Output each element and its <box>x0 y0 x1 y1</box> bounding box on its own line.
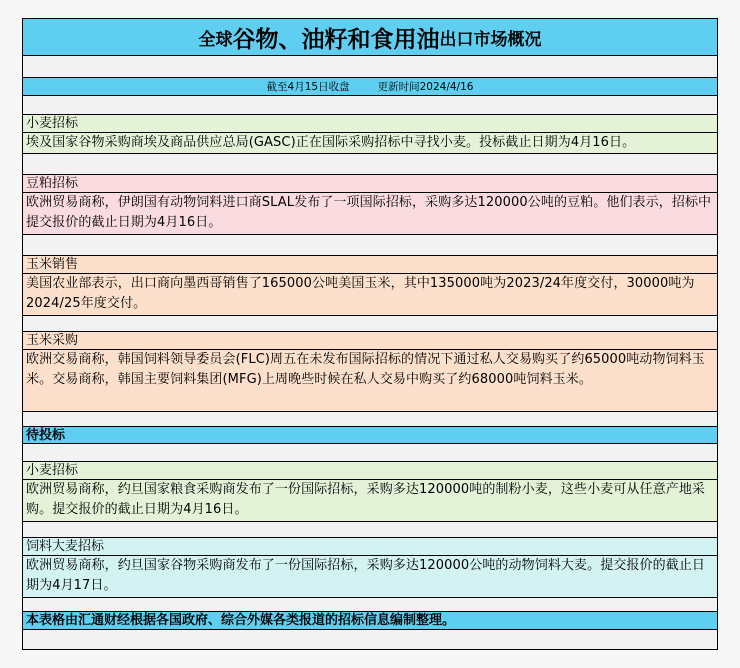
date-bar <box>23 77 717 96</box>
pending-barley-body: 欧洲贸易商称，约旦国家谷物采购商发布了一份国际招标，采购多达120000公吨的动物饲料大麦。提交报价的截止日期为4月17日。 <box>23 555 717 598</box>
title-main: 谷物、油籽和食用油 <box>232 25 440 53</box>
update-time: 更新时间2024/4/16 <box>377 81 474 93</box>
corn-purchase-body: 欧洲交易商称，韩国饲料领导委员会(FLC)周五在未发布国际招标的情况下通过私人交易购买了约65000吨动物饲料玉米。交易商称，韩国主要饲料集团(MFG)上周晚些时候在私人交易中购买了约68000吨饲料玉米。 <box>23 349 717 412</box>
close-date: 截至4月15日收盘 <box>266 81 350 93</box>
title-suffix: 出口市场概况 <box>439 29 542 50</box>
report-table <box>22 18 718 650</box>
wheat-tender-body: 埃及国家谷物采购商埃及商品供应总局(GASC)正在国际采购招标中寻找小麦。投标截止日期为4月16日。 <box>23 132 717 154</box>
pending-wheat-body: 欧洲贸易商称，约旦国家粮食采购商发布了一份国际招标，采购多达120000吨的制粉小麦，这些小麦可从任意产地采购。提交报价的截止日期为4月16日。 <box>23 479 717 522</box>
soymeal-tender-body: 欧洲贸易商称，伊朗国有动物饲料进口商SLAL发布了一项国际招标，采购多达120000公吨的豆粕。他们表示，招标中提交报价的截止日期为4月16日。 <box>23 192 717 235</box>
page-title <box>23 19 717 56</box>
title-prefix: 全球 <box>198 29 233 50</box>
pending-barley-header: 饲料大麦招标 <box>23 537 717 555</box>
corn-purchase-header: 玉米采购 <box>23 331 717 349</box>
wheat-tender-header: 小麦招标 <box>23 114 717 132</box>
pending-wheat-header: 小麦招标 <box>23 461 717 479</box>
corn-sales-body: 美国农业部表示，出口商向墨西哥销售了165000公吨美国玉米，其中135000吨为2023/24年度交付，30000吨为2024/25年度交付。 <box>23 273 717 316</box>
soymeal-tender-header: 豆粕招标 <box>23 174 717 192</box>
pending-tenders-heading: 待投标 <box>23 426 717 444</box>
footer-note: 本表格由汇通财经根据各国政府、综合外媒各类报道的招标信息编制整理。 <box>23 611 717 630</box>
corn-sales-header: 玉米销售 <box>23 255 717 273</box>
